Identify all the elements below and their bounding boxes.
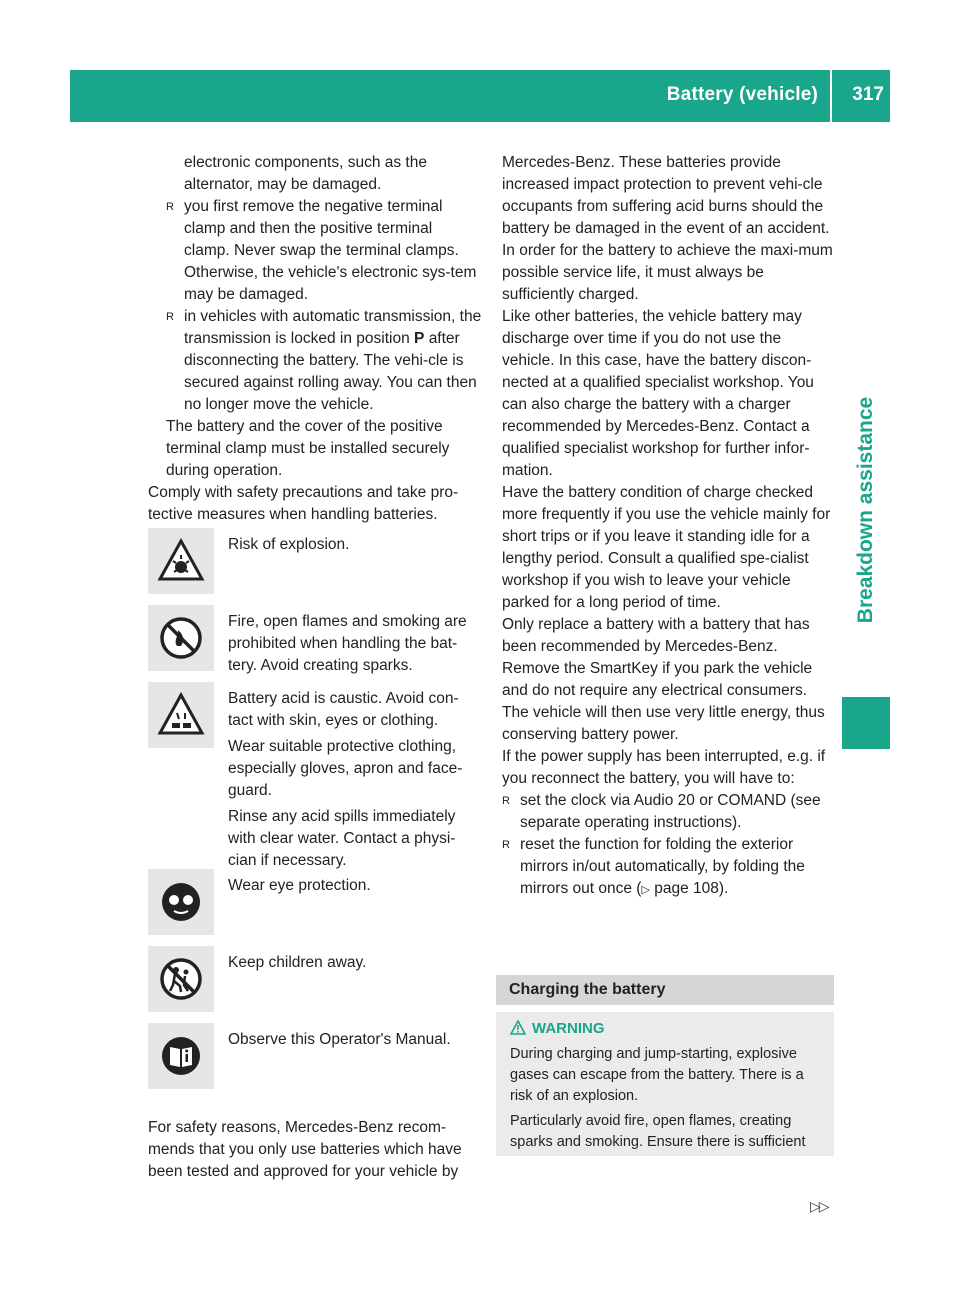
text-paragraph: In order for the battery to achieve the maxi-mum possible service life, it must always be sufficiently charged. — [502, 242, 833, 303]
warning-text: During charging and jump-starting, explosive gases can escape from the battery. There is a risk of an explosion. — [510, 1046, 804, 1104]
symbol-row — [148, 952, 482, 1029]
bullet-item — [166, 196, 482, 306]
page-number: 317 — [852, 84, 884, 105]
section-title: Charging the battery — [509, 981, 666, 998]
bullet-glyph: R — [502, 795, 510, 807]
symbol-box — [148, 1023, 214, 1089]
bullet-glyph: R — [502, 839, 510, 851]
keep-children-away-icon — [157, 955, 205, 1003]
bullet-text: you first remove the negative terminal clamp and then the positive terminal clamp. Never swap the terminal clamps. Otherwise, the vehicle's electronic sys-tem may be damaged. — [184, 198, 477, 303]
symbol-text: Wear suitable protective clothing, especially gloves, apron and face-guard. — [228, 738, 463, 799]
no-fire-icon — [157, 614, 205, 662]
bullet-item — [166, 306, 482, 416]
page-ref-arrow-icon: ▷ — [641, 884, 650, 896]
bullet-text: set the clock via Audio 20 or COMAND (see separate operating instructions). — [520, 792, 821, 831]
symbol-row — [148, 875, 482, 952]
bullet-glyph: R — [166, 201, 174, 213]
text-paragraph: Remove the SmartKey if you park the vehicle and do not require any electrical consumers. The vehicle will then use very little energy, thus conserving battery power. — [502, 660, 825, 743]
text-paragraph: Only replace a battery with a battery that has been recommended by Mercedes-Benz. — [502, 616, 810, 655]
bullet-item — [502, 834, 834, 901]
symbol-list — [148, 534, 482, 1117]
section-heading — [496, 975, 834, 1005]
warning-triangle-icon — [510, 1020, 526, 1035]
symbol-text: Battery acid is caustic. Avoid con-tact with skin, eyes or clothing. — [228, 690, 459, 729]
symbol-text: Fire, open flames and smoking are prohibited when handling the bat-tery. Avoid creating sparks. — [228, 613, 467, 674]
operators-manual-icon — [157, 1032, 205, 1080]
warning-label: WARNING — [532, 1020, 605, 1037]
continued-icon: ▷▷ — [810, 1198, 828, 1214]
warning-box — [496, 1012, 834, 1156]
symbol-box — [148, 528, 214, 594]
eye-protection-icon — [157, 878, 205, 926]
bullet-glyph: R — [166, 311, 174, 323]
header-bar — [70, 70, 890, 122]
symbol-box — [148, 605, 214, 671]
symbol-box — [148, 682, 214, 748]
text-paragraph: If the power supply has been interrupted, e.g. if you reconnect the battery, you will have to: — [502, 748, 826, 787]
header-separator — [830, 70, 832, 122]
symbol-text: Risk of explosion. — [228, 536, 350, 553]
symbol-text: Keep children away. — [228, 954, 367, 971]
warning-text: Particularly avoid fire, open flames, creating sparks and smoking. Ensure there is sufficient — [510, 1113, 806, 1150]
explosion-warning-icon — [157, 537, 205, 585]
page-reference-link[interactable]: page 108). — [654, 880, 729, 897]
symbol-box — [148, 869, 214, 935]
side-tab-label: Breakdown assistance — [854, 396, 877, 624]
text-paragraph: For safety reasons, Mercedes-Benz recom-mends that you only use batteries which have been tested and approved for your vehicle by — [148, 1119, 462, 1180]
text-paragraph: Mercedes-Benz. These batteries provide increased impact protection to prevent vehi-cle occupants from suffering acid burns should the battery be damaged in the event of an accident. — [502, 154, 830, 237]
bullet-text: after disconnecting the battery. The vehi-cle is secured against rolling away. You can then no longer move the vehicle. — [184, 330, 477, 413]
text-paragraph: Comply with safety precautions and take pro-tective measures when handling batteries. — [148, 484, 459, 523]
corrosive-warning-icon — [157, 691, 205, 739]
symbol-text: Observe this Operator's Manual. — [228, 1031, 451, 1048]
symbol-row — [148, 534, 482, 611]
symbol-text: Wear eye protection. — [228, 877, 371, 894]
symbol-row — [148, 611, 482, 688]
right-column — [502, 152, 834, 901]
text-paragraph: The battery and the cover of the positive terminal clamp must be installed securely during operation. — [166, 418, 450, 479]
text-paragraph: electronic components, such as the alternator, may be damaged. — [184, 154, 427, 193]
bullet-text: reset the function for folding the exterior mirrors in/out automatically, by folding the mirrors out once ( — [520, 836, 805, 897]
bullet-text: in vehicles with automatic transmission, the transmission is locked in position — [184, 308, 482, 347]
left-column — [148, 152, 482, 1183]
text-paragraph: Like other batteries, the vehicle battery may discharge over time if you do not use the vehicle. In this case, have the battery discon-nected at a qualified specialist workshop. You can also charge the battery with a charger recommended by Mercedes-Benz. Contact a qualified specialist workshop for further infor-mation. — [502, 308, 814, 479]
warning-title — [510, 1018, 605, 1039]
symbol-row — [148, 1029, 482, 1117]
text-paragraph: Have the battery condition of charge checked more frequently if you use the vehicle mainly for short trips or if you leave it standing idle for a lengthy period. Consult a qualified spe-cialist workshop if you wish to leave your vehicle parked for a long period of time. — [502, 484, 831, 611]
side-tab-block — [842, 697, 890, 749]
symbol-box — [148, 946, 214, 1012]
symbol-text: Rinse any acid spills immediately with clear water. Contact a physi-cian if necessary. — [228, 808, 456, 869]
bullet-item — [502, 790, 834, 834]
symbol-row — [148, 688, 482, 875]
gear-position: P — [414, 330, 425, 347]
chapter-title: Battery (vehicle) — [666, 84, 818, 105]
